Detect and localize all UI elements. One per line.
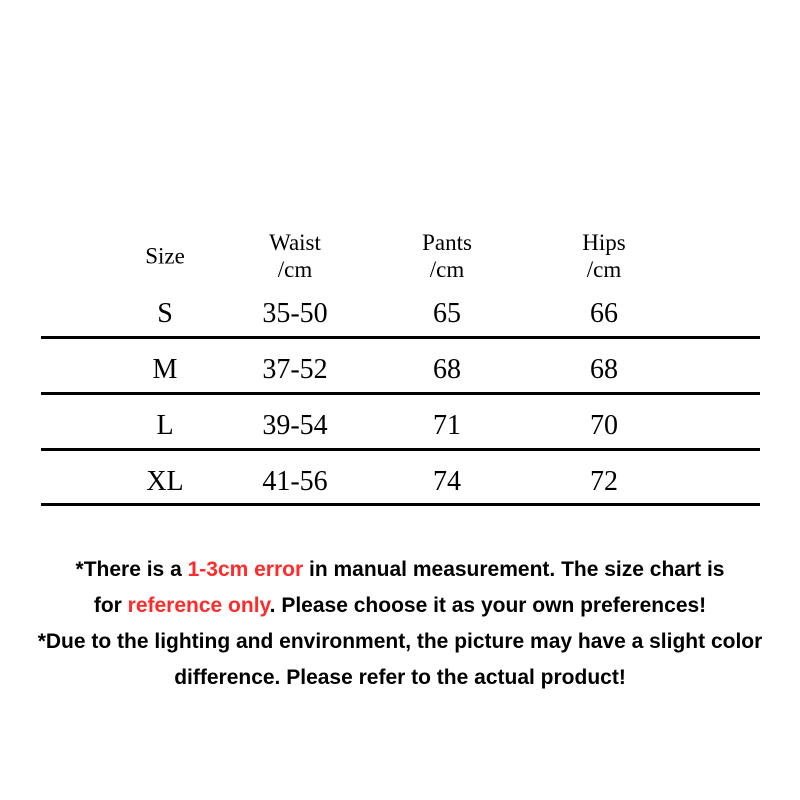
disclaimer-notes: [0, 552, 800, 696]
cell-l-pants: 71: [433, 410, 461, 441]
table-rule-3: [41, 448, 760, 451]
note-line-3: *Due to the lighting and environment, the picture may have a slight color: [37, 630, 763, 653]
col-header-waist: [269, 229, 321, 283]
cell-m-waist: 37-52: [262, 354, 328, 385]
col-header-pants-unit: /cm: [429, 257, 465, 282]
cell-xl-hips: 72: [590, 466, 618, 497]
cell-l-size: L: [156, 410, 174, 441]
cell-s-waist: 35-50: [262, 298, 328, 329]
col-header-waist-unit: /cm: [277, 257, 313, 282]
col-header-pants: [422, 229, 472, 283]
note-line-1-suffix: in manual measurement. The size chart is: [303, 558, 725, 581]
note-line-4: difference. Please refer to the actual product!: [174, 666, 626, 689]
cell-l-waist: 39-54: [262, 410, 328, 441]
note-line-1: [0, 552, 800, 588]
cell-m-hips: 68: [590, 354, 618, 385]
cell-m-size: M: [152, 354, 178, 385]
cell-s-hips: 66: [590, 298, 618, 329]
table-rule-4: [41, 503, 760, 506]
cell-m-pants: 68: [433, 354, 461, 385]
col-header-hips-label: Hips: [582, 230, 626, 255]
note-line-2: [0, 588, 800, 624]
col-header-hips-unit: /cm: [586, 257, 622, 282]
col-header-size-label: Size: [145, 243, 185, 269]
col-header-hips: [582, 229, 625, 283]
note-line-1-prefix: *There is a: [75, 558, 188, 581]
table-rule-1: [41, 336, 760, 339]
cell-s-size: S: [157, 298, 173, 329]
table-rule-2: [41, 392, 760, 395]
cell-l-hips: 70: [590, 410, 618, 441]
note-line-1-highlight: 1-3cm error: [187, 558, 304, 581]
col-header-size: [145, 243, 185, 270]
note-line-2-prefix: for: [93, 594, 128, 617]
cell-s-pants: 65: [433, 298, 461, 329]
col-header-pants-label: Pants: [422, 230, 472, 255]
note-line-2-suffix: . Please choose it as your own preferences!: [269, 594, 707, 617]
cell-xl-waist: 41-56: [262, 466, 328, 497]
note-line-2-highlight: reference only: [127, 594, 270, 617]
cell-xl-size: XL: [146, 466, 184, 497]
cell-xl-pants: 74: [433, 466, 461, 497]
col-header-waist-label: Waist: [269, 230, 321, 255]
